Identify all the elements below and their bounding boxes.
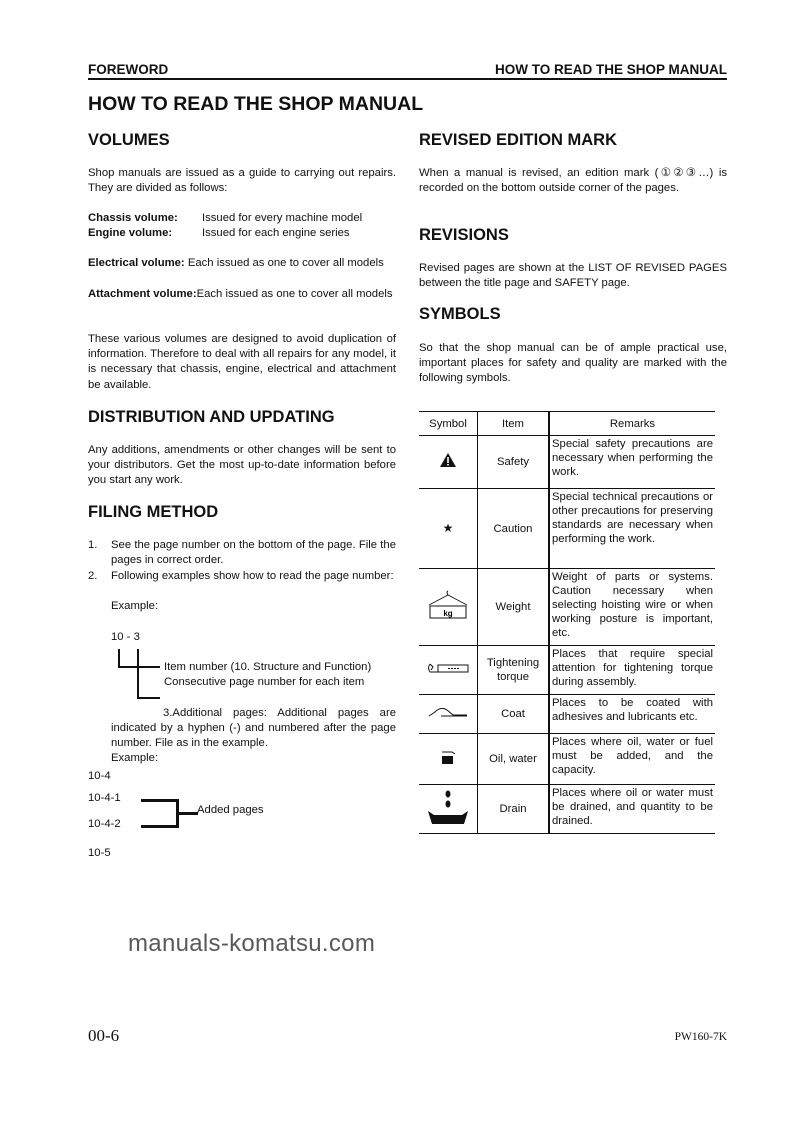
page-number: 00-6 [88, 1026, 120, 1045]
filing-heading: FILING METHOD [88, 503, 219, 521]
bracket-line [141, 825, 178, 828]
bracket-line [137, 649, 139, 699]
filing-step-2: Following examples show how to read the page number: [111, 570, 394, 582]
coat-icon [427, 705, 469, 719]
volume-label: Electrical volume: [88, 257, 185, 269]
step-number: 1. [88, 539, 98, 551]
revised-edition-text: When a manual is revised, an edition mark (①②③…) is recorded on the bottom outside corner of the pages. [419, 167, 727, 195]
example-page-number: 10 - 3 [111, 631, 140, 643]
symbols-heading: SYMBOLS [419, 305, 501, 323]
volume-label: Attachment volume: [88, 288, 197, 300]
table-row [419, 569, 715, 646]
model-number: PW160-7K [674, 1031, 727, 1043]
revisions-heading: REVISIONS [419, 226, 509, 244]
volumes-heading: VOLUMES [88, 131, 170, 149]
remarks-cell: Places to be coated with adhesives and lubricants etc. [549, 695, 715, 734]
volume-label: Engine volume: [88, 227, 173, 239]
bracket-line [118, 649, 120, 667]
page-example: 10-5 [88, 847, 111, 859]
page-title: HOW TO READ THE SHOP MANUAL [88, 93, 424, 115]
item-cell: Caution [478, 489, 550, 569]
filing-step-1: See the page number on the bottom of the page. File the pages in correct order. [111, 539, 396, 567]
filing-step-3: 3.Additional pages: Additional pages are indicated by a hyphen (-) and numbered after the page number. File as in the example. [111, 707, 396, 750]
table-row [419, 734, 715, 785]
star-icon: ★ [442, 521, 454, 535]
remarks-cell: Special technical precautions or other precautions for preserving standards are necessary when performing the work. [549, 489, 715, 569]
volume-attachment [88, 287, 396, 302]
table-header-row [419, 412, 715, 436]
volume-text: Issued for each engine series [202, 227, 350, 239]
column-header: Remarks [549, 412, 715, 436]
volume-text: Each issued as one to cover all models [196, 288, 393, 300]
item-cell: Drain [478, 785, 550, 834]
step-number: 2. [88, 570, 98, 582]
table-row [419, 489, 715, 569]
item-cell: Oil, water [478, 734, 550, 785]
column-header: Symbol [419, 412, 478, 436]
table-row [419, 436, 715, 489]
example-label: Example: [111, 600, 159, 612]
bracket-line [118, 666, 160, 668]
remarks-cell: Special safety precautions are necessary when performing the work. [549, 436, 715, 489]
symbols-text: So that the shop manual can be of ample practical use, important places for safety and quality are marked with the following symbols. [419, 342, 727, 385]
item-cell: Safety [478, 436, 550, 489]
distribution-text: Any additions, amendments or other changes will be sent to your distributors. Get the most up-to-date information before you start any work. [88, 444, 396, 487]
volumes-intro: Shop manuals are issued as a guide to carrying out repairs. They are divided as follows: [88, 167, 396, 195]
remarks-cell: Weight of parts or systems. Caution necessary when selecting hoisting wire or when working posture is important, etc. [549, 569, 715, 646]
table-row [419, 695, 715, 734]
symbols-table [419, 411, 715, 834]
volume-text: Each issued as one to cover all models [187, 257, 384, 269]
revisions-text: Revised pages are shown at the LIST OF REVISED PAGES between the title page and SAFETY page. [419, 262, 727, 290]
wrench-torque-icon [426, 661, 470, 675]
drain-basin-icon [426, 787, 470, 827]
example-label: Example: [111, 752, 159, 764]
remarks-cell: Places where oil or water must be drained, and quantity to be drained. [549, 785, 715, 834]
header-rule [88, 78, 727, 80]
warning-triangle-icon [439, 452, 457, 468]
item-number-label: Item number (10. Structure and Function) [164, 661, 372, 673]
volume-electrical [88, 256, 396, 271]
added-pages-label: Added pages [197, 804, 264, 816]
remarks-cell: Places that require special attention for tightening torque during assembly. [549, 646, 715, 695]
bracket-line [141, 799, 178, 802]
remarks-cell: Places where oil, water or fuel must be added, and the capacity. [549, 734, 715, 785]
item-cell: Weight [478, 569, 550, 646]
column-header: Item [478, 412, 550, 436]
item-cell: Coat [478, 695, 550, 734]
bracket-line [176, 812, 198, 815]
svg-text:kg: kg [443, 609, 453, 618]
bracket-line [137, 697, 160, 699]
page-example: 10-4-1 [88, 792, 121, 804]
watermark: manuals-komatsu.com [128, 930, 376, 957]
weight-kg-icon [427, 590, 469, 620]
revised-edition-heading: REVISED EDITION MARK [419, 131, 618, 149]
item-cell: Tightening torque [478, 646, 550, 695]
volume-label: Chassis volume: [88, 212, 178, 224]
header-title: HOW TO READ THE SHOP MANUAL [494, 62, 727, 77]
oil-can-icon [439, 749, 457, 765]
volume-chassis [88, 211, 362, 226]
volumes-closing: These various volumes are designed to avoid duplication of information. Therefore to deal with all repairs for any model, it is necessary that chassis, engine, electrical and attachment be available. [88, 333, 396, 391]
volume-engine [88, 226, 350, 241]
consecutive-label: Consecutive page number for each item [164, 676, 365, 688]
table-row [419, 646, 715, 695]
header-section-label: FOREWORD [88, 62, 169, 77]
page-example: 10-4 [88, 770, 111, 782]
table-row [419, 785, 715, 834]
volume-text: Issued for every machine model [202, 212, 363, 224]
page-example: 10-4-2 [88, 818, 121, 830]
distribution-heading: DISTRIBUTION AND UPDATING [88, 408, 335, 426]
